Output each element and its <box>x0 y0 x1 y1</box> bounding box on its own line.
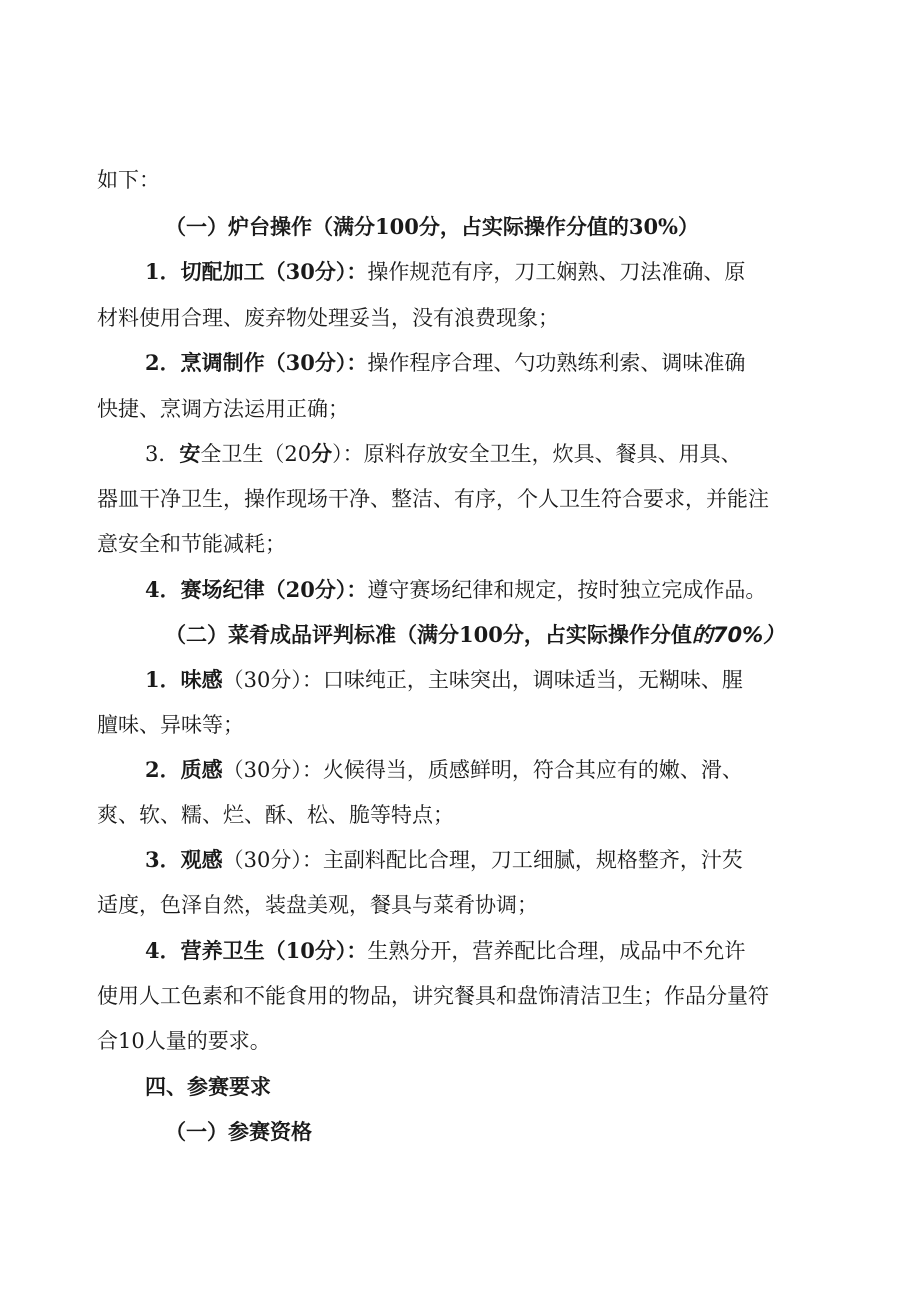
criterion-text: 操作规范有序，刀工娴熟、刀法准确、原 <box>367 260 746 284</box>
section-heading <box>165 212 699 242</box>
text-line <box>97 890 538 920</box>
section-heading <box>165 1117 312 1147</box>
criterion-item <box>145 575 766 605</box>
text-line <box>97 484 769 514</box>
line-text: 使用人工色素和不能食用的物品，讲究餐具和盘饰清洁卫生；作品分量符 <box>97 984 769 1008</box>
line-text: 合10人量的要求。 <box>97 1029 271 1053</box>
criterion-item <box>145 845 743 875</box>
criterion-score: （30分）： <box>222 758 323 782</box>
criterion-score: （30分）： <box>222 848 323 872</box>
criterion-item <box>145 348 745 378</box>
criterion-text: 主副料配比合理，刀工细腻，规格整齐，汁芡 <box>322 848 743 872</box>
line-text: 材料使用合理、废弃物处理妥当，没有浪费现象； <box>97 306 559 330</box>
text-line <box>97 981 769 1011</box>
criterion-number: 3． <box>145 442 180 466</box>
line-text: 意安全和节能减耗； <box>97 532 286 556</box>
criterion-item <box>145 257 745 287</box>
criterion-label: 1．味感 <box>145 667 223 692</box>
heading-text: （一）炉台操作（满分100分，占实际操作分值的30%） <box>165 214 700 239</box>
text-line <box>97 800 454 830</box>
criterion-item <box>145 665 743 695</box>
text-line <box>97 165 160 195</box>
criterion-item <box>145 755 743 785</box>
criterion-label: 2．质感 <box>145 757 223 782</box>
line-text: 如下： <box>97 168 160 192</box>
criterion-label: 4．营养卫生（10分）： <box>145 938 368 963</box>
criterion-label: 2．烹调制作（30分）： <box>145 350 368 375</box>
criterion-label: 1．切配加工（30分）： <box>145 259 368 284</box>
heading-text: 四、参赛要求 <box>145 1074 271 1099</box>
criterion-label: 4．赛场纪律（20分）： <box>145 577 368 602</box>
text-line <box>97 394 349 424</box>
criterion-label: 3．观感 <box>145 847 223 872</box>
line-text: 爽、软、糯、烂、酥、松、脆等特点； <box>97 803 454 827</box>
line-text: 器皿干净卫生，操作现场干净、整洁、有序，个人卫生符合要求，并能注 <box>97 487 769 511</box>
heading-text: （一）参赛资格 <box>165 1119 312 1144</box>
criterion-text: 口味纯正，主味突出，调味适当，无糊味、腥 <box>322 668 743 692</box>
criterion-text: 操作程序合理、勺功熟练利索、调味准确 <box>367 351 746 375</box>
heading-text: （二）菜肴成品评判标准（满分100分，占实际操作分值 <box>165 622 692 647</box>
section-heading <box>165 620 784 650</box>
chapter-heading <box>145 1072 271 1102</box>
criterion-score: （30分）： <box>222 668 323 692</box>
line-text: 膻味、异味等； <box>97 713 244 737</box>
criterion-label-rest: 全卫生（20 <box>200 442 312 466</box>
line-text: 快捷、烹调方法运用正确； <box>97 397 349 421</box>
criterion-item <box>145 439 742 469</box>
text-line <box>97 1026 271 1056</box>
criterion-label: 安 <box>179 441 201 466</box>
criterion-text: 生熟分开，营养配比合理，成品中不允许 <box>367 939 746 963</box>
text-line <box>97 529 286 559</box>
criterion-text: 遵守赛场纪律和规定，按时独立完成作品。 <box>367 578 767 602</box>
criterion-text: 火候得当，质感鲜明，符合其应有的嫩、滑、 <box>322 758 743 782</box>
criterion-item <box>145 936 745 966</box>
criterion-unit: 分 <box>311 441 333 466</box>
text-line <box>97 303 559 333</box>
line-text: 适度，色泽自然，装盘美观，餐具与菜肴协调； <box>97 893 538 917</box>
text-line <box>97 710 244 740</box>
criterion-text: ）：原料存放安全卫生，炊具、餐具、用具、 <box>332 442 742 466</box>
heading-tail: 的70%） <box>691 623 785 647</box>
